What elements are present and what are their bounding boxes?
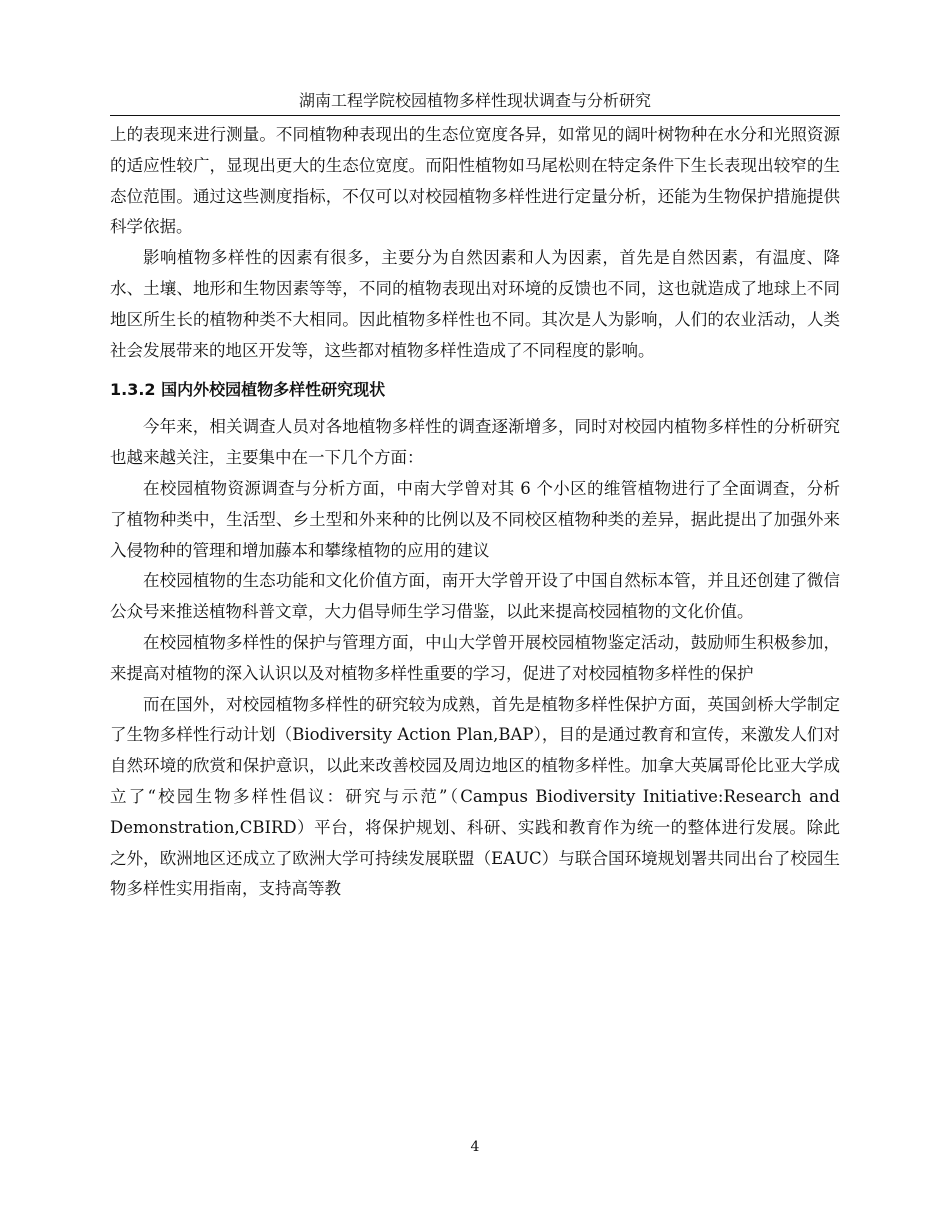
page-number: 4 xyxy=(470,1139,480,1155)
body-text xyxy=(110,120,840,905)
running-header: 湖南工程学院校园植物多样性现状调查与分析研究 xyxy=(298,91,651,110)
paragraph-international: 而在国外，对校园植物多样性的研究较为成熟，首先是植物多样性保护方面，英国剑桥大学制定了生物多样性行动计划（Biodiversity Action Plan,BAP），目的是通过教育和宣传，来激发人们对自然环境的欣赏和保护意识，以此来改善校园及周边地区的植物多样性。加拿大英属哥伦比亚大学成立了“校园生物多样性倡议：研究与示范”（Campus Biodiversity Initiative:Research and Demonstration,CBIRD）平台，将保护规划、科研、实践和教育作为统一的整体进行发展。除此之外，欧洲地区还成立了欧洲大学可持续发展联盟（EAUC）与联合国环境规划署共同出台了校园生物多样性实用指南，支持高等教 xyxy=(110,694,840,899)
paragraph-resource-survey: 在校园植物资源调查与分析方面，中南大学曾对其 6 个小区的维管植物进行了全面调查，分析了植物种类中，生活型、乡土型和外来种的比例以及不同校区植物种类的差异，据此提出了加强外来入侵物种的管理和增加藤本和攀缘植物的应用的建议 xyxy=(110,478,840,560)
paragraph-influencing-factors: 影响植物多样性的因素有很多，主要分为自然因素和人为因素，首先是自然因素，有温度、降水、土壤、地形和生物因素等等，不同的植物表现出对环境的反馈也不同，这也就造成了地球上不同地区所生长的植物种类不大相同。因此植物多样性也不同。其次是人为影响，人们的农业活动，人类社会发展带来的地区开发等，这些都对植物多样性造成了不同程度的影响。 xyxy=(110,248,840,360)
paragraph-intro: 今年来，相关调查人员对各地植物多样性的调查逐渐增多，同时对校园内植物多样性的分析研究也越来越关注，主要集中在一下几个方面： xyxy=(110,417,840,468)
section-heading: 1.3.2 国内外校园植物多样性研究现状 xyxy=(110,380,386,400)
header-rule xyxy=(110,115,840,116)
paragraph-continued: 上的表现来进行测量。不同植物种表现出的生态位宽度各异，如常见的阔叶树物种在水分和光照资源的适应性较广，显现出更大的生态位宽度。而阳性植物如马尾松则在特定条件下生长表现出较窄的生态位范围。通过这些测度指标，不仅可以对校园植物多样性进行定量分析，还能为生物保护措施提供科学依据。 xyxy=(110,125,840,237)
paragraph-protection-management: 在校园植物多样性的保护与管理方面，中山大学曾开展校园植物鉴定活动，鼓励师生积极参加，来提高对植物的深入认识以及对植物多样性重要的学习，促进了对校园植物多样性的保护 xyxy=(110,632,840,683)
paragraph-ecological-cultural: 在校园植物的生态功能和文化价值方面，南开大学曾开设了中国自然标本管，并且还创建了微信公众号来推送植物科普文章，大力倡导师生学习借鉴，以此来提高校园植物的文化价值。 xyxy=(110,571,840,622)
